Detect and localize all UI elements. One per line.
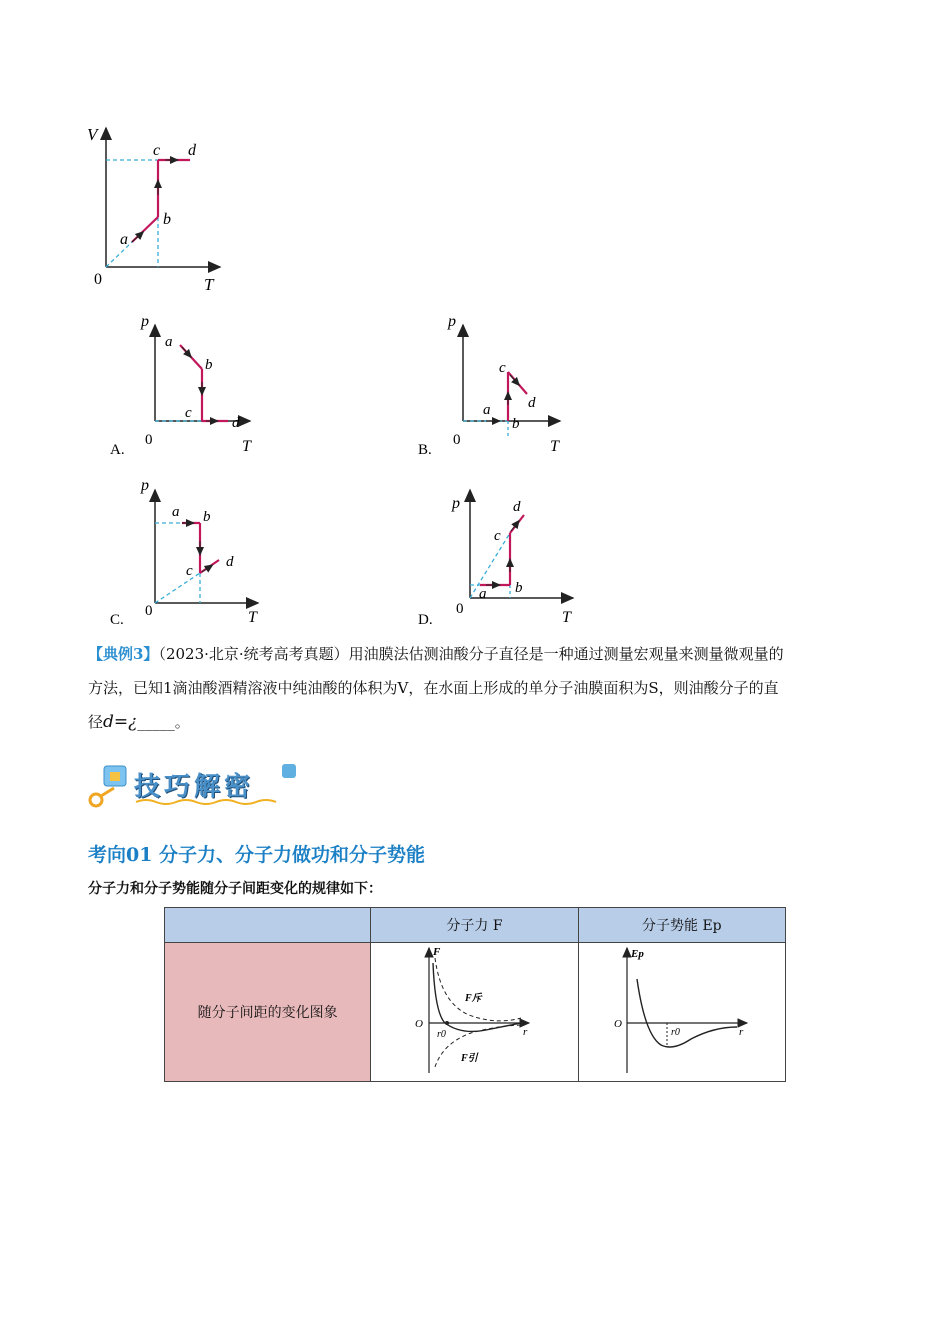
option-b-origin: 0 bbox=[453, 432, 461, 448]
force-axis-f: F bbox=[433, 946, 441, 958]
energy-r0: r0 bbox=[670, 1027, 680, 1038]
option-d-axis-t: T bbox=[562, 609, 571, 626]
option-b-graph[interactable] bbox=[418, 313, 560, 458]
option-b-label: B. bbox=[418, 442, 432, 458]
option-c-label: C. bbox=[110, 612, 124, 628]
option-b-axis-t: T bbox=[550, 438, 559, 455]
option-b-point-c: c bbox=[499, 360, 506, 376]
force-repulsive-label: F斥 bbox=[465, 993, 483, 1004]
energy-origin: O bbox=[613, 1018, 622, 1030]
header-cell-force: 分子力 F bbox=[371, 908, 578, 943]
option-c-origin: 0 bbox=[145, 603, 153, 619]
option-a-point-d: d bbox=[232, 415, 240, 431]
option-a-axis-p: p bbox=[141, 313, 149, 330]
option-d-point-a: a bbox=[479, 586, 487, 602]
option-b-point-b: b bbox=[512, 416, 520, 432]
row-label: 随分子间距的变化图象 bbox=[165, 943, 371, 1082]
table-row bbox=[165, 943, 786, 1082]
skills-heading-text: 技巧解密 bbox=[134, 772, 255, 802]
force-graph bbox=[371, 943, 577, 1077]
force-axis-r: r bbox=[523, 1026, 528, 1038]
option-b-point-a: a bbox=[483, 402, 491, 418]
section-title: 考向01 分子力、分子力做功和分子势能 bbox=[88, 844, 426, 866]
point-d: d bbox=[188, 142, 196, 159]
option-a-axis-t: T bbox=[242, 438, 251, 455]
main-vt-graph bbox=[87, 125, 220, 294]
point-c: c bbox=[153, 142, 161, 159]
axis-v-label: V bbox=[87, 125, 98, 144]
example-3-end: 。 bbox=[174, 713, 190, 731]
option-d-origin: 0 bbox=[456, 601, 464, 617]
option-c-point-b: b bbox=[203, 509, 211, 525]
option-c-axis-t: T bbox=[248, 609, 257, 626]
option-c-point-c: c bbox=[186, 563, 193, 579]
option-d-label: D. bbox=[418, 612, 433, 628]
example-3-text-2: 方法，已知1滴油酸酒精溶液中纯油酸的体积为V，在水面上形成的单分子油膜面积为S，则油酸分子的直 bbox=[88, 679, 779, 697]
option-a-label: A. bbox=[110, 442, 125, 458]
comparison-table bbox=[164, 907, 786, 1082]
option-c-point-a: a bbox=[172, 504, 180, 520]
answer-formula: d=¿ bbox=[103, 712, 138, 732]
option-c-point-d: d bbox=[226, 554, 234, 570]
option-d-graph[interactable] bbox=[418, 490, 573, 628]
example-3-text-1: （2023·北京·统考高考真题）用油膜法估测油酸分子直径是一种通过测量宏观量来测量微观量的 bbox=[158, 645, 784, 663]
option-b-axis-p: p bbox=[448, 313, 456, 330]
intro-text: 分子力和分子势能随分子间距变化的规律如下： bbox=[88, 881, 382, 897]
header-cell-energy: 分子势能 Ep bbox=[578, 908, 785, 943]
option-d-point-c: c bbox=[494, 528, 501, 544]
option-d-axis-p: p bbox=[452, 495, 460, 512]
example-3-tag: 【典例3】 bbox=[88, 645, 159, 663]
example-3-line-3 bbox=[88, 705, 868, 739]
option-d-point-d: d bbox=[513, 499, 521, 515]
axis-t-label: T bbox=[204, 275, 214, 294]
option-b-point-d: d bbox=[528, 395, 536, 411]
option-c-graph[interactable] bbox=[110, 477, 258, 628]
skills-heading bbox=[86, 762, 306, 810]
energy-axis-r: r bbox=[738, 1026, 744, 1038]
example-3 bbox=[88, 637, 868, 739]
force-attractive-label: F引 bbox=[461, 1053, 479, 1064]
force-graph-cell bbox=[371, 943, 578, 1082]
energy-graph-cell bbox=[578, 943, 785, 1082]
option-a-point-b: b bbox=[205, 357, 213, 373]
point-b: b bbox=[163, 211, 171, 228]
origin-label: 0 bbox=[94, 271, 102, 288]
option-a-point-a: a bbox=[165, 334, 173, 350]
option-a-origin: 0 bbox=[145, 432, 153, 448]
energy-axis-ep: Ep bbox=[630, 948, 644, 960]
force-r0: r0 bbox=[437, 1029, 447, 1040]
point-a: a bbox=[120, 231, 128, 248]
option-d-point-b: b bbox=[515, 580, 523, 596]
force-origin: O bbox=[415, 1018, 424, 1030]
example-3-prefix: 径 bbox=[88, 713, 104, 731]
option-a-graph[interactable] bbox=[110, 313, 252, 458]
energy-graph bbox=[579, 943, 785, 1077]
answer-blank[interactable]: _____ bbox=[137, 713, 175, 731]
option-c-axis-p: p bbox=[141, 477, 149, 494]
example-3-line-1 bbox=[88, 637, 868, 671]
table-header-row bbox=[165, 908, 786, 943]
option-a-point-c: c bbox=[185, 405, 192, 421]
header-cell-empty bbox=[165, 908, 371, 943]
